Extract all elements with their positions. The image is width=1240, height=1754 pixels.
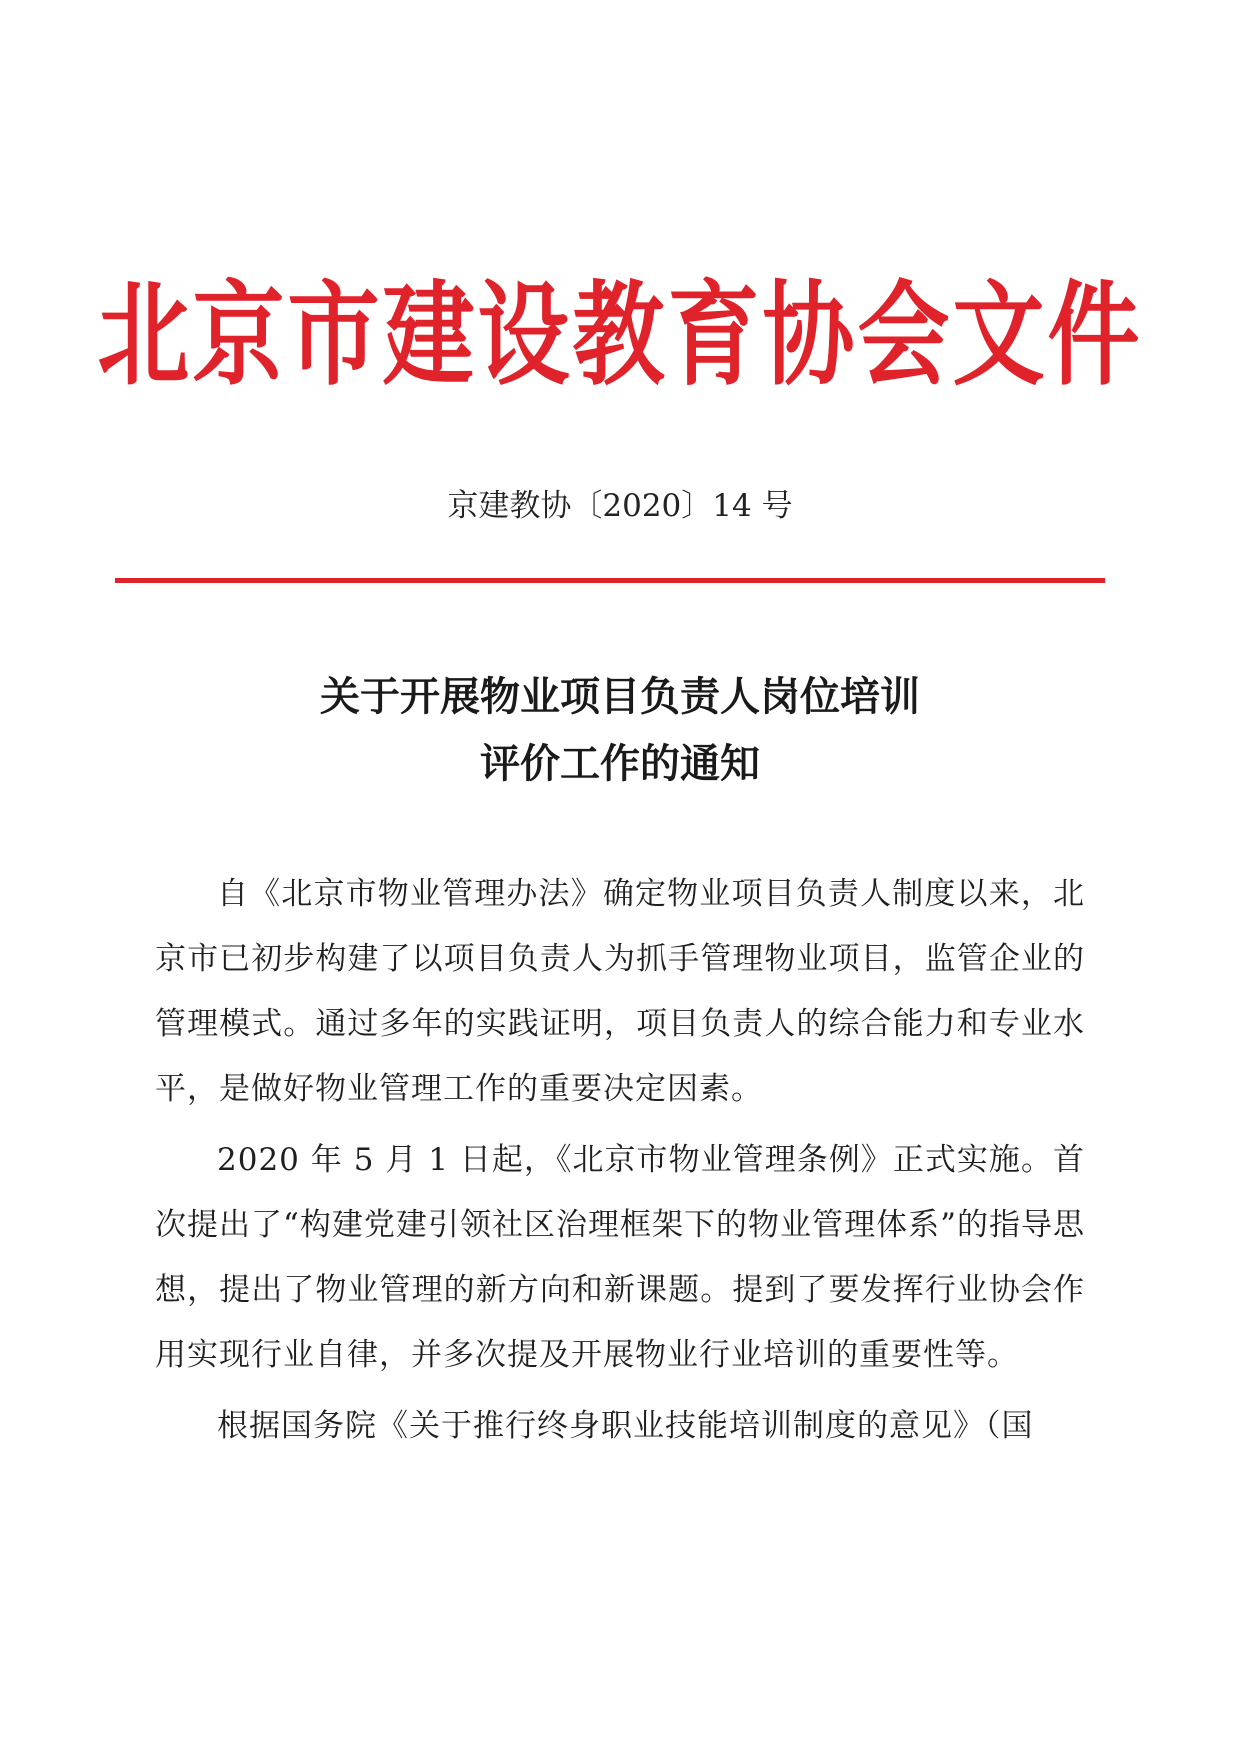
notice-title [0,673,1240,788]
body-paragraph-2: 2020 年 5 月 1 日起，《北京市物业管理条例》正式实施。首次提出了“构建党建引领社区治理框架下的物业管理体系”的指导思想，提出了物业管理的新方向和新课题。提到了要发挥行业协会作用实现行业自律，并多次提及开展物业行业培训的重要性等。 [155,1142,1085,1373]
masthead-title: 北京市建设教育协会文件 [97,269,1143,401]
notice-title-line-2: 评价工作的通知 [480,741,760,787]
document-number: 京建教协〔2020〕14 号 [447,488,793,524]
notice-title-line-1: 关于开展物业项目负责人岗位培训 [320,674,920,720]
document-body [155,862,1085,1459]
red-separator-line [115,578,1105,583]
body-paragraph-3: 根据国务院《关于推行终身职业技能培训制度的意见》（国 [217,1408,1034,1444]
body-paragraph-1: 自《北京市物业管理办法》确定物业项目负责人制度以来，北京市已初步构建了以项目负责人为抓手管理物业项目，监管企业的管理模式。通过多年的实践证明，项目负责人的综合能力和专业水平，是做好物业管理工作的重要决定因素。 [155,876,1085,1107]
